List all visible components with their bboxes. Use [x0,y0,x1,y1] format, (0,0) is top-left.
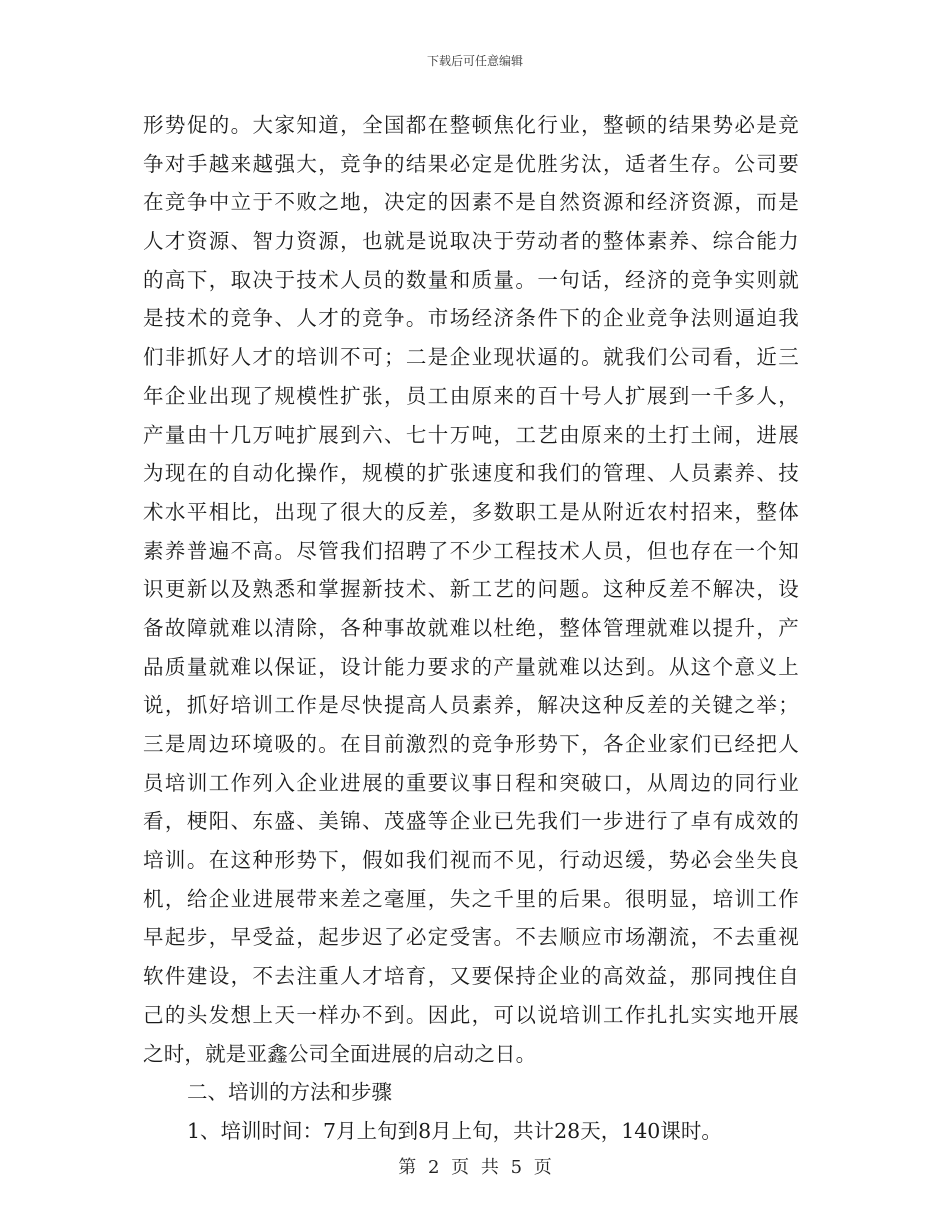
paragraph-line: 为现在的自动化操作，规模的扩张速度和我们的管理、人员素养、技 [143,461,799,486]
paragraph-line: 人才资源、智力资源，也就是说取决于劳动者的整体素养、综合能力 [143,229,799,254]
paragraph-line: 三是周边环境吸的。在目前激烈的竞争形势下，各企业家们已经把人 [143,732,799,756]
paragraph-line: 之时，就是亚鑫公司全面进展的启动之日。 [143,1041,537,1066]
paragraph-line: 形势促的。大家知道，全国都在整顿焦化行业，整顿的结果势必是竞 [143,113,799,137]
paragraph-line: 术水平相比，出现了很大的反差，多数职工是从附近农村招来，整体 [143,499,799,524]
paragraph-line: 说，抓好培训工作是尽快提高人员素养，解决这种反差的关键之举； [143,693,799,718]
section-heading: 二、培训的方法和步骤 [187,1080,392,1105]
paragraph-line: 的高下，取决于技术人员的数量和质量。一句话，经济的竞争实则就 [143,267,799,292]
page-header-note: 下载后可任意编辑 [426,54,523,68]
paragraph-line: 在竞争中立于不败之地，决定的因素不是自然资源和经济资源，而是 [143,190,799,215]
paragraph-line: 素养普遍不高。尽管我们招聘了不少工程技术人员，但也存在一个知 [143,538,799,563]
paragraph-line: 机，给企业进展带来差之毫厘，失之千里的后果。很明显，培训工作 [143,886,799,911]
paragraph-line: 争对手越来越强大，竞争的结果必定是优胜劣汰，适者生存。公司要 [143,151,799,176]
paragraph-line: 看，梗阳、东盛、美锦、茂盛等企业已先我们一步进行了卓有成效的 [143,809,799,834]
paragraph-line: 识更新以及熟悉和掌握新技术、新工艺的问题。这种反差不解决，设 [143,577,799,602]
paragraph-line: 软件建设，不去注重人才培育，又要保持企业的高效益，那同拽住自 [143,964,799,989]
paragraph-line: 们非抓好人才的培训不可；二是企业现状逼的。就我们公司看，近三 [143,345,799,370]
list-item: 1、培训时间：7月上旬到8月上旬，共计28天，140课时。 [187,1118,722,1143]
paragraph-line: 年企业出现了规模性扩张，员工由原来的百十号人扩展到一千多人， [143,383,799,408]
paragraph-line: 产量由十几万吨扩展到六、七十万吨，工艺由原来的土打土闹，进展 [143,422,799,447]
paragraph-line: 己的头发想上天一样办不到。因此，可以说培训工作扎扎实实地开展 [143,1002,799,1027]
page-number-footer: 第 2 页 共 5 页 [398,1157,552,1178]
document-body [143,106,799,1151]
paragraph-line: 是技术的竞争、人才的竞争。市场经济条件下的企业竞争法则逼迫我 [143,306,799,331]
paragraph-line: 品质量就难以保证，设计能力要求的产量就难以达到。从这个意义上 [143,654,799,679]
paragraph-line: 培训。在这种形势下，假如我们视而不见，行动迟缓，势必会坐失良 [143,848,799,873]
paragraph-line: 早起步，早受益，起步迟了必定受害。不去顺应市场潮流，不去重视 [143,925,799,950]
paragraph-line: 备故障就难以清除，各种事故就难以杜绝，整体管理就难以提升，产 [143,615,799,640]
paragraph-line: 员培训工作列入企业进展的重要议事日程和突破口，从周边的同行业 [143,770,799,795]
